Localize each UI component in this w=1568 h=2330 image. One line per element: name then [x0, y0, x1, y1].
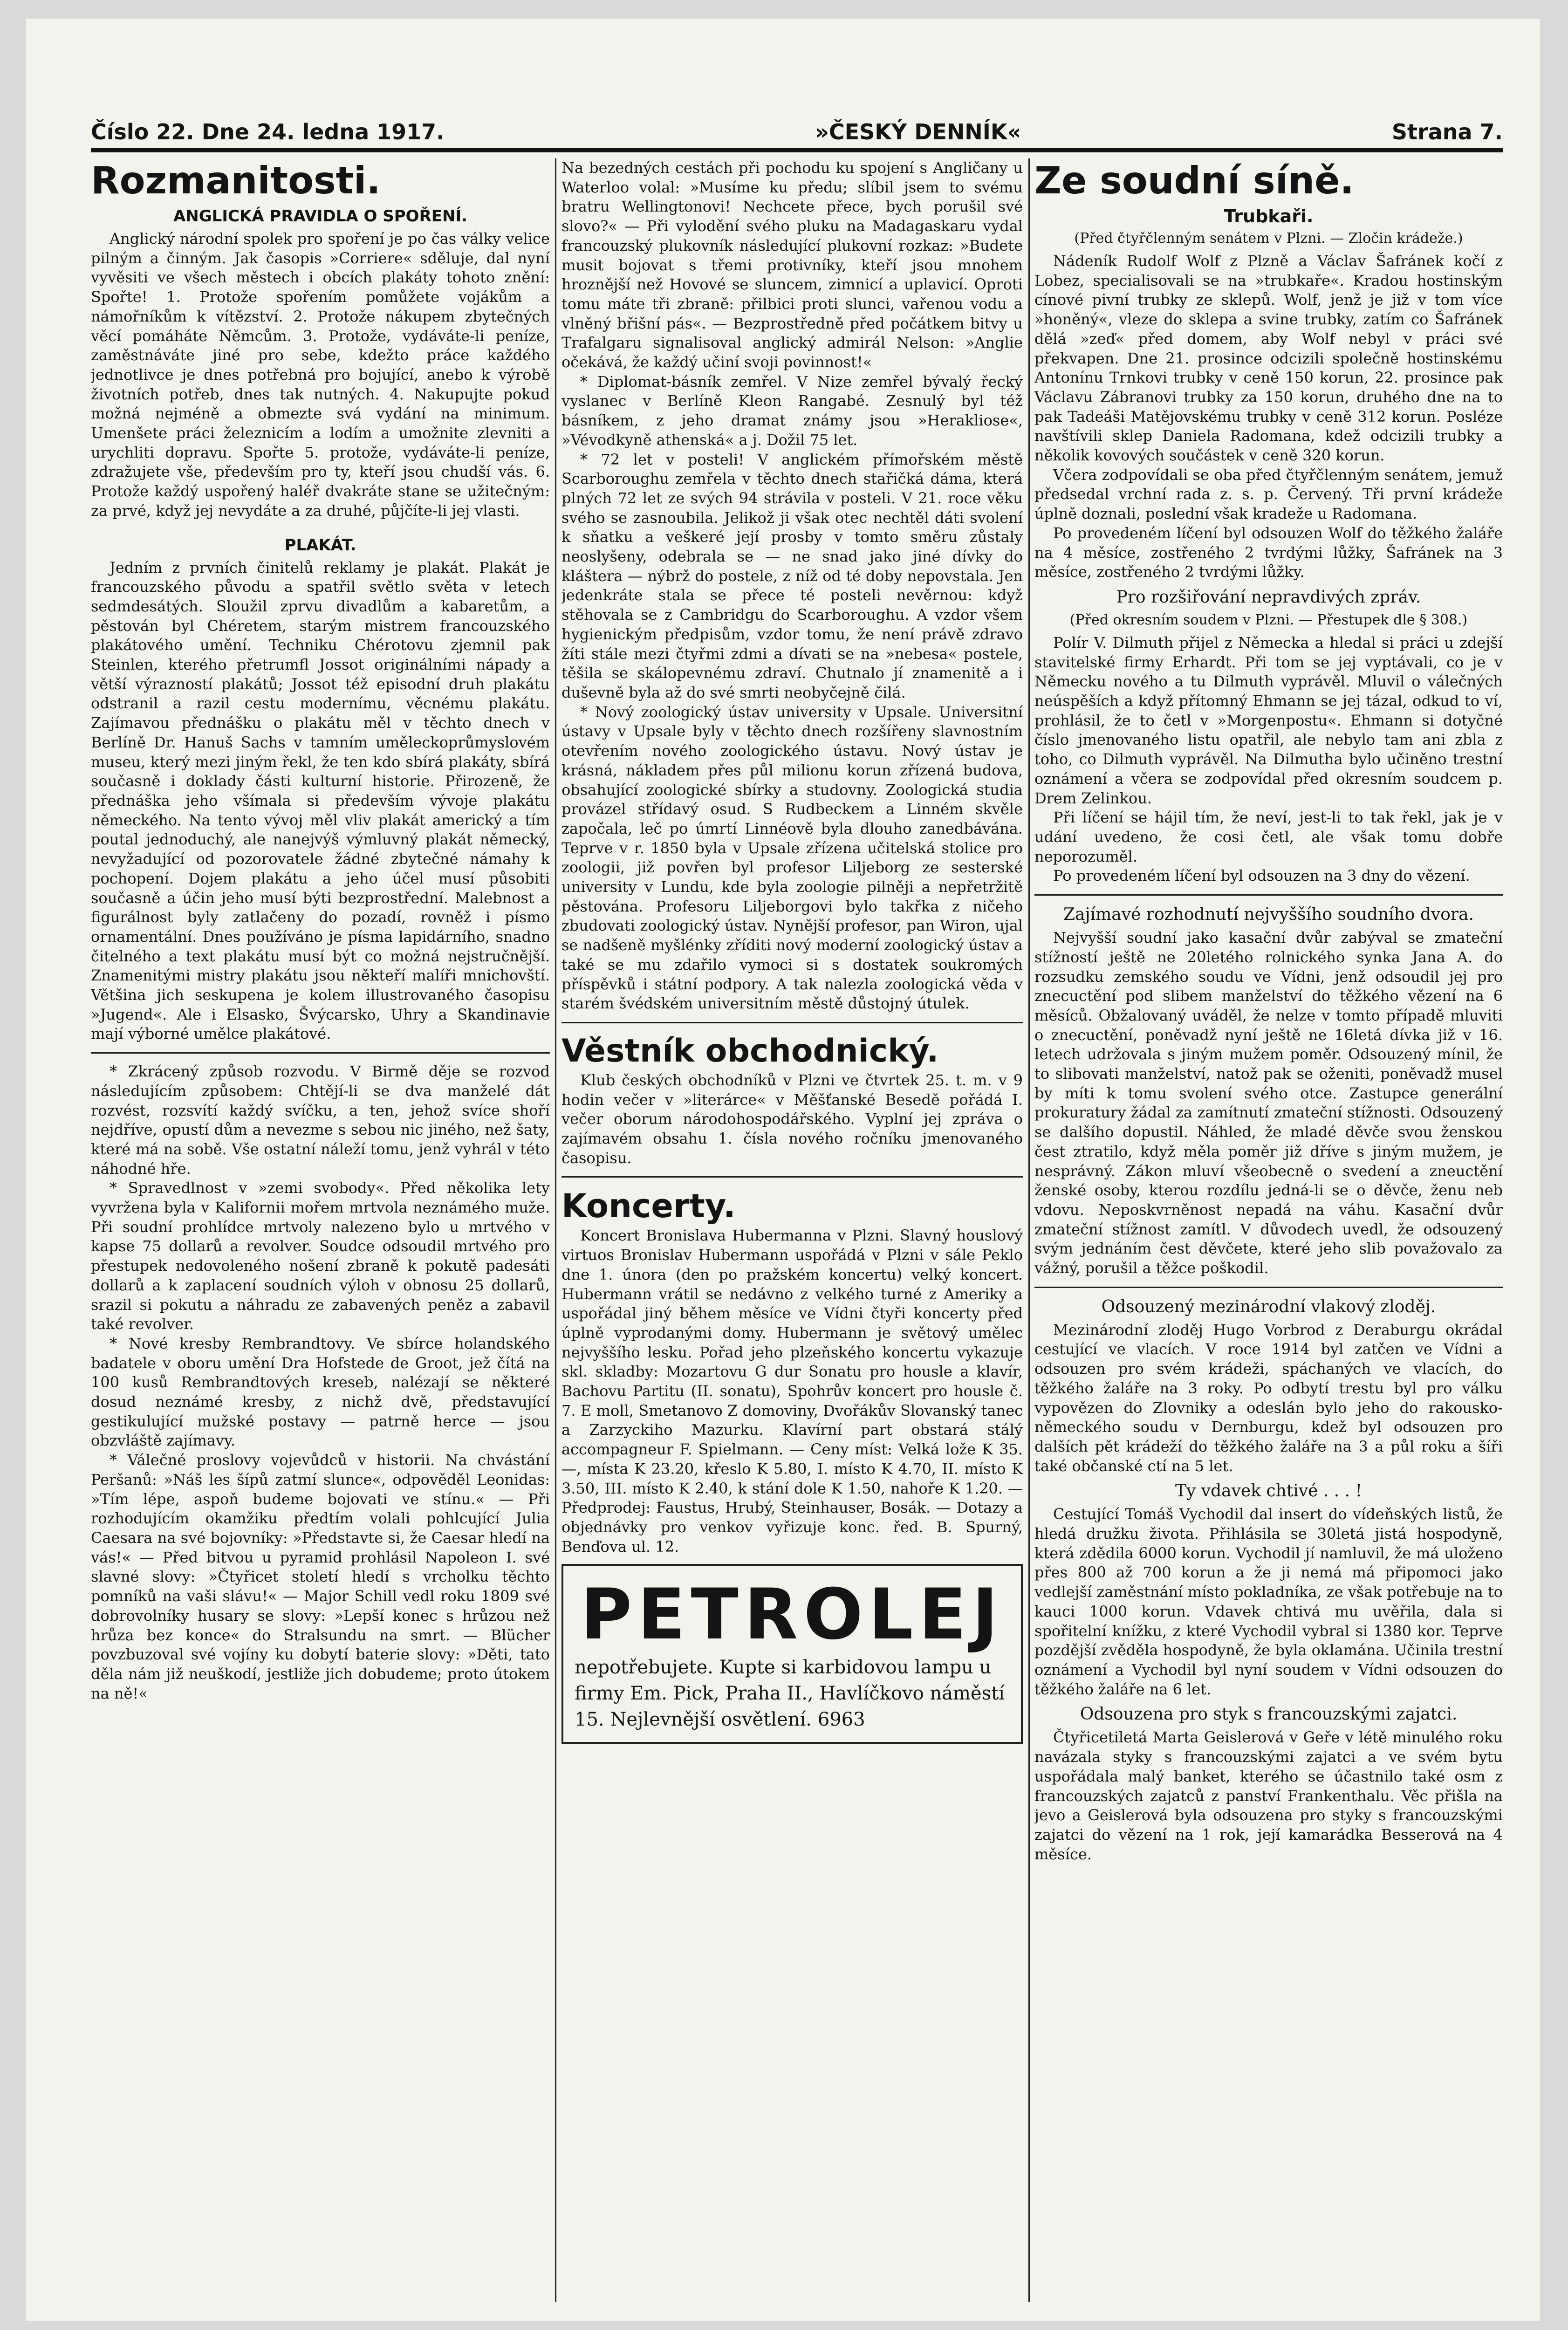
article-proslovy: * Válečné proslovy vojevůdců v historii. Na chvástání Peršanů: »Náš les šípů zatmí slunce«, odpověděl Leonidas: »Tím lépe, aspoň budeme bojovati ve stínu.« — Při rozhodujícím okamžiku předtím volali pohlcující Julia Caesara na své bojovníky: »Představte si, že Caesar hledí na vás!« — Před bitvou u pyramid prohlásil Napoleon I. své slavné slovy: »Čtyřicet století hledí s vrcholku těchto pomníků na vaši slávu!« — Major Schill vedl roku 1809 své dobrovolníky husary se slovy: »Lepší konec s hrůzou než hrůza bez konce« do Stralsundu na smrt. — Blücher povzbuzoval své vojíny ku dobytí baterie slovy: »Děti, tato děla nám již neuškodí, jestliže jich dobudeme; proto útokem na ně!« [91, 1451, 550, 1702]
article-title-sporeni: ANGLICKÁ PRAVIDLA O SPOŘENÍ. [173, 207, 468, 226]
advertisement-petrolej [561, 1564, 1023, 1744]
newspaper-page [26, 19, 1540, 2321]
article-title-zlodej: Odsouzený mezinárodní vlakový zloděj. [1101, 1297, 1436, 1316]
issue-date: Číslo 22. Dne 24. ledna 1917. [91, 119, 445, 144]
article-72-let: * 72 let v posteli! V anglickém přímořském městě Scarboroughu zemřela v těchto dnech stařičká dáma, která plných 72 let ze svých 94 strávila v posteli. V 21. roce věku svého se zasnoubila. Jelikož ji však otec nechtěl dáti svolení k sňatku a veškeré její prosby v tomto směru zůstaly neoslyšeny, odebrala se — ne snad jako jiné dívky do kláštera — nýbrž do postele, z níž od té doby nepovstala. Jen jedenkráte stala se přece té posteli nevěrnou: když stěhovala se z Cambridgu do Scarboroughu. A vzdor všem hygienickým předpisům, vzdor tomu, že není právě zdravo žíti stále mezi čtyřmi zdmi a dívati se na »nebesa« postele, těšila se skálopevnému zdraví. Chutnalo jí znamenitě a i duševně byla až do své smrti neobyčejně čilá. [561, 450, 1023, 701]
column-3 [1034, 158, 1503, 2321]
article-diplomat: * Diplomat-básník zemřel. V Nize zemřel bývalý řecký vyslanec v Berlíně Kleon Rangabé. Zesnulý byl též básníkem, z jeho dramat známy jsou »Herakliose«, »Vévodkyně athenská« a j. Dožil 75 let. [561, 372, 1023, 449]
article-note-trubkari: (Před čtyřčlenným senátem v Plzni. — Zločin krádeže.) [1074, 230, 1463, 247]
article-hubermann: Koncert Bronislava Hubermanna v Plzni. Slavný houslový virtuos Bronislav Hubermann uspořádá v Plzni v sále Peklo dne 1. února (den po pražském koncertu) velký koncert. Hubermann vrátil se nedávno z velkého turné z Ameriky a uspořádal jiný během měsíce ve Vídni čtyři koncerty před úplně vyprodanými domy. Hubermann je světový umělec nejvyššího lesku. Pořad jeho plzeňského koncertu vykazuje skl. skladby: Mozartovu G dur Sonatu pro housle a klavír, Bachovu Partitu (II. sonatu), Spohrův koncert pro housle č. 7. E moll, Smetanovo Z domoviny, Dvořákův Slovanský tanec a Zarzyckiho Mazurku. Klavírní part obstará stálý accompagneur F. Spielmann. — Ceny míst: Velká lože K 35.—, místa K 23.20, křeslo K 5.80, I. místo K 4.70, II. místo K 3.50, III. místo K 2.40, k stání dole K 1.50, nahoře K 1.20. — Předprodej: Faustus, Hrubý, Steinhauser, Bosák. — Dotazy a objednávky pro venkov vyřizuje konc. řed. B. Spurný, Benďova ul. 12. [561, 1227, 1023, 1556]
header-rule [91, 148, 1503, 152]
page-number: Strana 7. [1391, 119, 1503, 144]
page-header [91, 112, 1503, 144]
article-zajatci: Čtyřicetiletá Marta Geislerová v Geře v létě minulého roku navázala styky s francouzskými zajatci a ve svém bytu uspořádala malý banket, kterého se účastnilo také osm z francouzských zajatců z panství Frankenthalu. Věc přišla na jevo a Geislerová byla odsouzena pro styky s francouzskými zajatci do vězení na 1 rok, její kamarádka Besserová na 4 měsíce. [1034, 1728, 1503, 1863]
section-title-vestnik: Věstník obchodnický. [561, 1032, 939, 1069]
column-1 [91, 158, 550, 2321]
ad-headline: PETROLEJ [581, 1574, 1004, 1656]
ad-text: nepotřebujete. Kupte si karbidovou lampu u firmy Em. Pick, Praha II., Havlíčkovo náměstí 15. Nejlevnější osvětlení. 6963 [575, 1657, 1005, 1731]
section-title-rozmanitosti: Rozmanitosti. [91, 159, 381, 202]
divider [1034, 1287, 1503, 1288]
article-rozvod: * Zkrácený způsob rozvodu. V Birmě děje se rozvod následujícím způsobem: Chtějí-li se dva manželé dát rozvést, rozsvítí každý svíčku, a ten, jehož svíce shoří nejdříve, opustí dům a nevezme s sebou nic jiného, než šaty, které má na sobě. Vše ostatní náleží tomu, jenž vyhrál v této náhodné hře. [91, 1062, 550, 1178]
article-upsala: * Nový zoologický ústav university v Upsale. Universitní ústavy v Upsale byly v těchto dnech rozšířeny slavnostním otevřením nového zoologického ústavu. Nový ústav je krásná, nákladem přes půl milionu korun zřízená budova, obsahující zoologické sbírky a studovny. Zoologická studia provázel střídavý osud. S Rudbeckem a Linném skvěle započala, leč po úmrtí Linnéově byla dlouho zanedbávána. Teprve v r. 1850 byla v Upsale zřízena učitelská stolice pro zoologii, již povřen byl profesor Liljeborg ze sesterské university v Lundu, kde byla zoologie pilněji a nepřetržitě pěstována. Profesoru Liljeborgovi bylo takřka z ničeho zbudovati zoologický ústav. Nynější profesor, pan Wiron, ujal se nadšeně myšlénky zříditi nový moderní zoologický ústav a také se mu zdařilo vymoci si s dostatek soukromých příspěvků i státní podpory. A tak nalezla zoologická věda v starém švédském universitním městě důstojný útulek. [561, 703, 1023, 1013]
ad-number: 6963 [817, 1709, 865, 1731]
article-title-plakat: PLAKÁT. [284, 535, 356, 555]
article-trubkari-p2: Včera zodpovídali se oba před čtyřčlenným senátem, jemuž předsedal vrchní rada z. s. p. Červený. Tři první krádeže úplně doznali, poslední však kradeže u Radomana. [1034, 466, 1503, 523]
article-spravedlnost: * Spravedlnost v »zemi svobody«. Před několika lety vyvržena byla v Kalifornii mořem mrtvola neznámého muže. Při soudní prohlídce mrtvoly nalezeno bylo u mrtvého v kapse 75 dollarů a revolver. Soudce odsoudil mrtvého pro přestupek nedovoleného nošení zbraně k pokutě padesáti dollarů a k zaplacení soudních výloh v obnosu 25 dollarů, srazil si pokutu a náhradu ze zabavených peněz a zabavil také revolver. [91, 1179, 550, 1333]
article-trubkari-p3: Po provedeném líčení byl odsouzen Wolf do těžkého žaláře na 4 měsíce, zostřeného 2 tvrdými lůžky, Šafránek na 3 měsíce, zostřeného 2 tvrdými lůžky. [1034, 524, 1503, 581]
article-rembrandt: * Nové kresby Rembrandtovy. Ve sbírce holandského badatele v oboru umění Dra Hofstede de Groot, jež čítá na 100 kusů Rembrandtových kreseb, nalézají se některé dosud neznámé kresby, z nichž dvě, představující gestikulující mužské postavy — patrně herce — jsou obzvláště zajímavy. [91, 1334, 550, 1450]
article-zpravy-p2: Při líčení se hájil tím, že neví, jest-li to tak řekl, jak je v udání uvedeno, že cosi četl, ale však tomu dobře neporozuměl. [1034, 809, 1503, 865]
newspaper-name: »ČESKÝ DENNÍK« [815, 119, 1021, 144]
divider [91, 1052, 550, 1054]
column-divider [555, 158, 556, 2302]
divider [561, 1022, 1023, 1023]
section-title-soudni-sin: Ze soudní síně. [1034, 159, 1354, 202]
article-title-vdavky: Ty vdavek chtivé . . . ! [1175, 1481, 1363, 1501]
article-zpravy-p1: Polír V. Dilmuth přijel z Německa a hledal si práci u zdejší stavitelské firmy Erhardt. Při tom se jej vyptávali, co je v Německu nového a tu Dilmuth vyprávěl. Mluvil o válečných neúspěších a když přítomný Ehmann se jej tázal, odkud to ví, prohlásil, že to četl v »Morgenpostu«. Ehmann si dotyčné číslo jmenovaného listu opatřil, ale nebylo tam ani zbla z toho, co Dilmuth vyprávěl. Na Dilmutha bylo učiněno trestní oznámení a včera se zodpovídal před okresním soudcem p. Drem Zelinkou. [1034, 633, 1503, 807]
column-2 [561, 158, 1023, 2321]
article-title-trubkari: Trubkaři. [1224, 206, 1314, 226]
article-note-zpravy: (Před okresním soudem v Plzni. — Přestupek dle § 308.) [1069, 611, 1468, 628]
article-text-plakat: Jedním z prvních činitelů reklamy je plakát. Plakát je francouzského původu a spatřil světlo světa v letech sedmdesátých. Sloužil zprvu divadlům a kabaretům, a pěstován byl Chéretem, starým mistrem francouzského plakátového umění. Techniku Chérotovu zjemnil pak Steinlen, kterého přetrumfl Jossot originálními nápady a větší výrazností plakátů; Jossot též episodní druh plakátu odstranil a razil cestu modernímu, věcnému plakátu. Zajímavou přednášku o plakátu měl v těchto dnech v Berlíně Dr. Hanuš Sachs v tamním uměleckoprůmyslovém museu, který mezi jiným řekl, že ten kdo sbírá plakáty, sbírá současně i doklady části kulturní historie. Přirozeně, že přednáška jeho všímala si především vývoje plakátu německého. Na tento vývoj měl vliv plakát americký a tím poutal jednoduchý, ale nanejvýš výmluvný plakát německý, nevyžadující od pozorovatele žádné zbytečné námahy k pochopení. Dojem plakátu a jeho účel musí působiti současně a účin jeho musí býti bezprostřední. Malebnost a figurálnost byly zatlačeny do pozadí, rovněž i písmo ornamentální. Dnes používáno je písma lapidárního, snadno čitelného a text plakátu musí být co možná nejstručnější. Znamenitými mistry plakátu jsou někteří malíři mnichovští. Většina jich seskupena je kolem illustrovaného časopisu »Jugend«. Ale i Elsasko, Švýcarsko, Uhry a Skandinavie mají výborné umělce plakátové. [91, 558, 550, 1043]
divider [1034, 894, 1503, 896]
article-title-rozhodnuti: Zajímavé rozhodnutí nejvyššího soudního dvora. [1063, 905, 1474, 925]
divider [561, 1176, 1023, 1178]
article-trubkari-p1: Nádeník Rudolf Wolf z Plzně a Václav Šafránek kočí z Lobez, specialisovali se na »trubkaře«. Kradou hostinským cínové pivní trubky ze sklepů. Wolf, jenž je již v tom více »honěný«, vleze do sklepa a svine trubky, zatím co Šafránek dělá »zeď« před domem, aby Wolf nebyl v práci své překvapen. Dne 21. prosince odcizili společně hostinskému Antonínu Trnkovi trubky v ceně 150 korun, 22. prosince pak Václavu Zábranovi trubky za 150 korun, druhého dne na to pak Tadeáši Matějovskému trubky v ceně 312 korun. Posléze navštívili sklep Daniela Radomana, kdež odcizili trubky a několik kovových součástek v ceně 320 korun. [1034, 252, 1503, 465]
article-zlodej: Mezinárodní zloděj Hugo Vorbrod z Deraburgu okrádal cestující ve vlacích. V roce 1914 byl zatčen ve Vídni a odsouzen pro svém krádeži, spáchaných ve vlacích, do těžkého žaláře na 3 roky. Po odbytí trestu byl pro válku vypovězen do Zlovniky a odeslán bylo jeho do rakousko-německého soudu v Dernburgu, kdež byl odsouzen pro dalších pět krádeží do těžkého žaláře na 3 a půl roku a šíři také občanské ctí na 5 let. [1034, 1321, 1503, 1475]
article-vdavky: Cestující Tomáš Vychodil dal insert do vídeňských listů, že hledá družku života. Přihlásila se 30letá jistá hospodyně, která zdědila 6000 korun. Vychodil jí namluvil, že má uloženo přes 800 až 700 korun a že ji nemá má připomoci jako vedlejší zaměstnání místo pokladníka, ze však potřebuje na to kauci 1000 korun. Vdavek chtivá mu uvěřila, dala si spořitelní knížku, z které Vychodil vybral si 1380 kor. Teprve pozdější zvěděla hospodyně, že byla oklamána. Učinila trestní oznámení a Vychodil byl nyní soudem v Vídni odsouzen do těžkého žaláře na 6 let. [1034, 1505, 1503, 1698]
article-title-zpravy: Pro rozšiřování nepravdivých zpráv. [1116, 587, 1421, 607]
column-divider [1028, 158, 1030, 2302]
article-text-sporeni: Anglický národní spolek pro spoření je po čas války velice pilným a činným. Jak časopis »Corriere« sděluje, dal nyní vyvěsiti ve všech městech i obcích plakáty tohoto znění: Spořte! 1. Protože spořením pomůžete vojákům a námořníkům k vítězství. 2. Protože nákupem zbytečných věcí pomáháte Němcům. 3. Protože, vydáváte-li peníze, zaměstnáváte jiné pro sebe, kdežto práce každého jednotlivce je dnes potřebná pro bojující, anebo k výrobě životních potřeb, dnes tak nutných. 4. Nakupujte pokud možná nejméně a obmezte svá vydání na minimum. Umenšete práci železnicím a lodím a umožnite zlevniti a urychliti dopravu. Spořte 5. protože, vydáváte-li peníze, zdražujete vše, především pro ty, kteří jsou chudší vás. 6. Protože každý uspořený haléř dvakráte stane se užitečným: za prvé, když jej nevydáte a za druhé, půjčíte-li jej vlasti. [91, 230, 550, 520]
article-proslovy-cont: Na bezedných cestách při pochodu ku spojení s Angličany u Waterloo volal: »Musíme ku předu; slíbil jsem to svému bratru Wellingtonovi! Nechcete přece, bych porušil své slovo?« — Při vylodění svého pluku na Madagaskaru vydal francouzský plukovník následující plukovní rozkaz: »Budete musit bojovat s třemi protivníky, kteří jsou mnohem hroznější než Hovové se sluncem, zimnicí a uplavicí. Oproti tomu máte tři zbraně: přilbici proti slunci, vařenou vodu a vlněný břišní pás«. — Bezprostředně před počátkem bitvy u Trafalgaru signalisoval anglický admirál Nelson: »Anglie očekává, že každý učiní svoji povinnost!« [561, 159, 1023, 371]
section-title-koncerty: Koncerty. [561, 1187, 736, 1226]
article-title-zajatci: Odsouzena pro styk s francouzskými zajatci. [1080, 1705, 1458, 1724]
article-rozhodnuti: Nejvyšší soudní jako kasační dvůr zabýval se zmateční stížností ještě ne 20letého rolnického synka Jana A. do rozsudku zemského soudu ve Vídni, jenž odsoudil jej pro znecuctění pod slibem manželství do těžkého vězení na 6 měsíců. Obžalovaný uváděl, že nelze v tomto případě mluviti o znecuctění, poněvadž nyní ještě ne 16letá dívka již v 16. letech udržovala s jiným mužem poměr. Odsouzený mínil, že to slibovati manželství, natož pak se oženiti, poněvadž musel by míti k tomu svolení svého otce. Zastupce generální prokuratury žádal za zamítnutí zmateční stížnosti. Odsouzený se dalšího dopustil. Náhled, že mladé děvče svou ženskou čest ztratilo, když měla poměr již dříve s jiným mužem, je nesprávný. Zákon mluví všeobecně o svedení a zneuctění ženské osoby, kterou rozdílu jedná-li se o děvče, ženu neb vdovu. Neposkvrněnost nepadá na váhu. Kasační dvůr zmateční stížnost zamítl. V důvodech uvedl, že odsouzený svým jednáním čest děvčete, které jeho slib považovalo za vážný, porušil a těžce poškodil. [1034, 929, 1503, 1277]
article-klub: Klub českých obchodníků v Plzni ve čtvrtek 25. t. m. v 9 hodin večer v »literárce« v Měšťanské Besedě pořádá I. večer oborum národohospodářského. Vyplní jej zpráva o zajímavém obsahu 1. čísla nového ročníku jmenovaného časopisu. [561, 1071, 1023, 1167]
article-zpravy-p3: Po provedeném líčení byl odsouzen na 3 dny do vězení. [1053, 867, 1470, 885]
